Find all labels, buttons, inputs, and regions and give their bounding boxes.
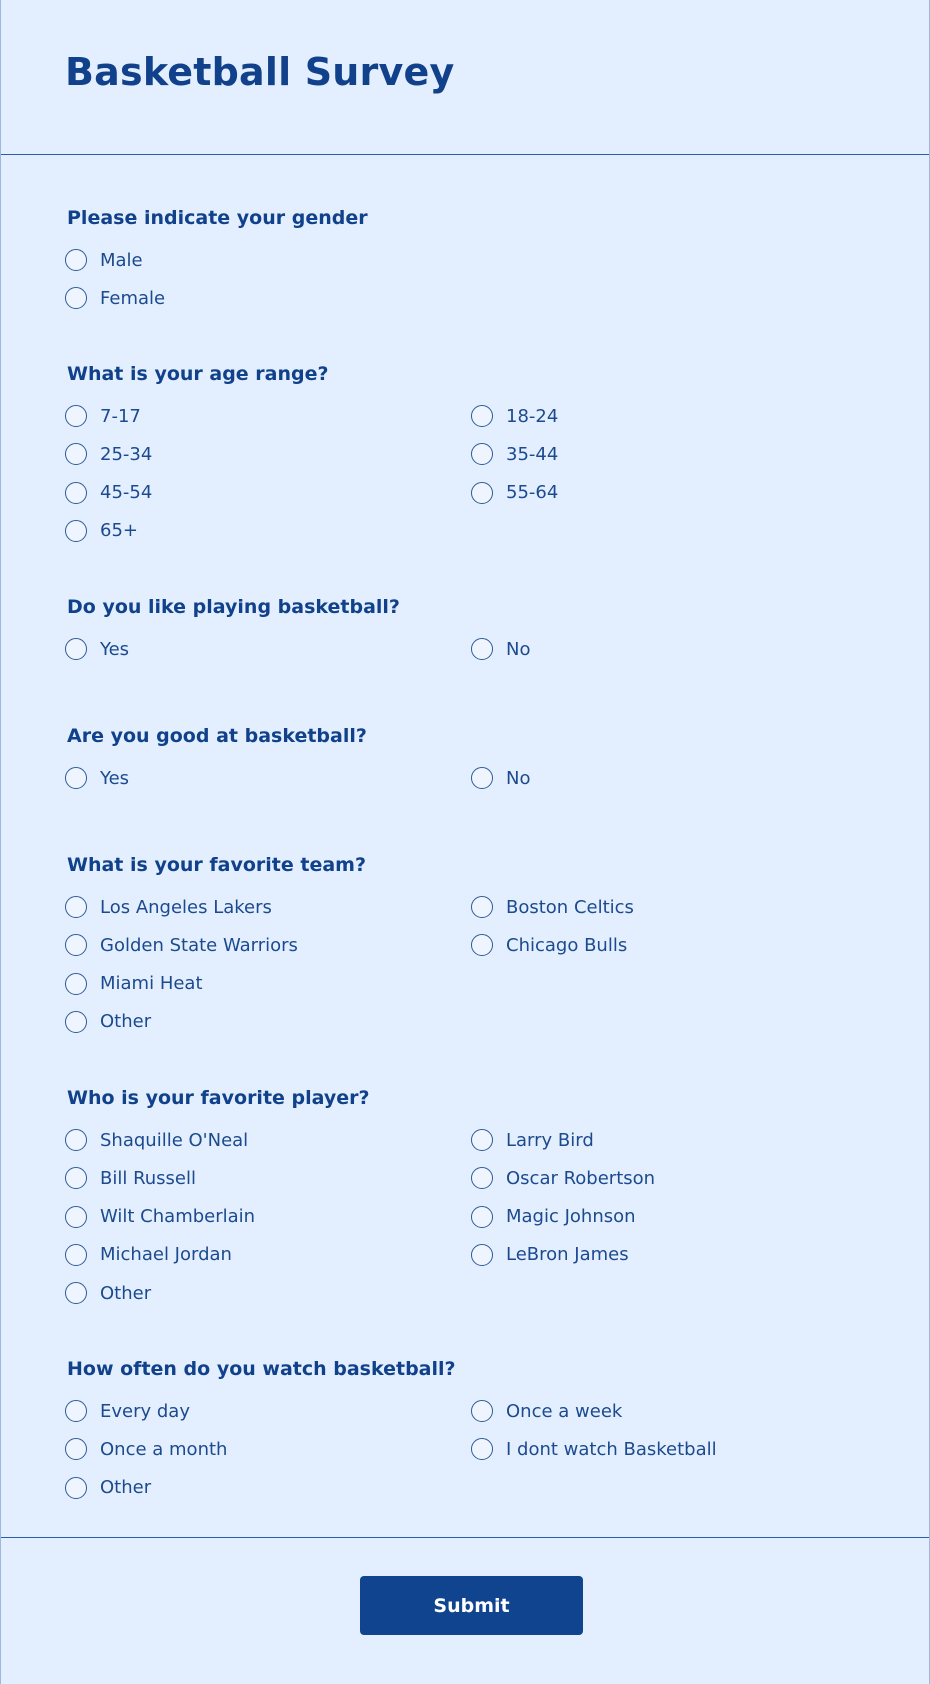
radio-button[interactable] [471, 896, 493, 918]
option-label: Yes [100, 767, 130, 789]
option-bill-russell[interactable] [67, 1159, 473, 1197]
radio-button[interactable] [471, 1400, 493, 1422]
option-yes[interactable] [67, 630, 473, 668]
radio-button[interactable] [65, 1400, 87, 1422]
option-label: Miami Heat [100, 973, 203, 995]
form-footer [1, 1537, 929, 1684]
question-title: Please indicate your gender [67, 207, 368, 229]
option-label: Once a week [506, 1400, 623, 1422]
option-label: Boston Celtics [506, 896, 634, 918]
radio-button[interactable] [471, 1244, 493, 1266]
option-miami-heat[interactable] [67, 965, 473, 1003]
option-los-angeles-lakers[interactable] [67, 888, 473, 926]
option-label: Every day [100, 1400, 190, 1422]
question-like-playing [67, 593, 887, 668]
option-age-18-24[interactable] [473, 397, 879, 435]
option-label: Los Angeles Lakers [100, 896, 272, 918]
option-label: I dont watch Basketball [506, 1438, 717, 1460]
question-title: What is your favorite team? [67, 854, 366, 876]
radio-button[interactable] [65, 443, 87, 465]
option-age-45-54[interactable] [67, 474, 473, 512]
option-label: 18-24 [506, 405, 559, 427]
question-age-range [67, 360, 887, 550]
question-title: Do you like playing basketball? [67, 596, 400, 618]
radio-button[interactable] [471, 405, 493, 427]
option-no[interactable] [473, 630, 879, 668]
option-boston-celtics[interactable] [473, 888, 879, 926]
option-chicago-bulls[interactable] [473, 926, 879, 964]
radio-button[interactable] [65, 934, 87, 956]
option-dont-watch[interactable] [473, 1430, 879, 1468]
option-group [67, 1392, 887, 1507]
option-label: Michael Jordan [100, 1244, 232, 1266]
option-label: 55-64 [506, 482, 559, 504]
option-shaquille-oneal[interactable] [67, 1121, 473, 1159]
radio-button[interactable] [65, 1011, 87, 1033]
option-label: Yes [100, 638, 130, 660]
radio-button[interactable] [471, 1167, 493, 1189]
option-wilt-chamberlain[interactable] [67, 1198, 473, 1236]
radio-button[interactable] [65, 249, 87, 271]
option-group [67, 241, 887, 318]
option-label: Larry Bird [506, 1129, 594, 1151]
option-label: Other [100, 1282, 152, 1304]
option-label: Chicago Bulls [506, 934, 628, 956]
form-title: Basketball Survey [65, 50, 455, 94]
question-title: How often do you watch basketball? [67, 1358, 456, 1380]
option-male[interactable] [67, 241, 473, 279]
option-label: Golden State Warriors [100, 934, 298, 956]
radio-button[interactable] [65, 1206, 87, 1228]
option-group [67, 397, 887, 550]
option-age-35-44[interactable] [473, 435, 879, 473]
question-favorite-team [67, 851, 887, 1041]
option-label: 45-54 [100, 482, 153, 504]
option-yes[interactable] [67, 759, 473, 797]
radio-button[interactable] [65, 1477, 87, 1499]
option-age-25-34[interactable] [67, 435, 473, 473]
option-group [67, 759, 887, 797]
radio-button[interactable] [471, 934, 493, 956]
option-label: 7-17 [100, 405, 141, 427]
radio-button[interactable] [471, 767, 493, 789]
option-michael-jordan[interactable] [67, 1236, 473, 1274]
question-title: What is your age range? [67, 363, 329, 385]
question-watch-frequency [67, 1355, 887, 1507]
option-label: Other [100, 1477, 152, 1499]
option-every-day[interactable] [67, 1392, 473, 1430]
option-label: Shaquille O'Neal [100, 1129, 249, 1151]
option-label: Male [100, 249, 143, 271]
question-gender [67, 204, 887, 318]
option-no[interactable] [473, 759, 879, 797]
option-label: Magic Johnson [506, 1206, 636, 1228]
radio-button[interactable] [471, 1129, 493, 1151]
option-oscar-robertson[interactable] [473, 1159, 879, 1197]
option-other[interactable] [67, 1003, 473, 1041]
option-larry-bird[interactable] [473, 1121, 879, 1159]
option-group [67, 888, 887, 1041]
radio-button[interactable] [471, 1206, 493, 1228]
radio-button[interactable] [65, 520, 87, 542]
radio-button[interactable] [65, 767, 87, 789]
radio-button[interactable] [471, 482, 493, 504]
option-group [67, 630, 887, 668]
radio-button[interactable] [65, 1244, 87, 1266]
submit-button[interactable]: Submit [360, 1576, 583, 1635]
radio-button[interactable] [65, 1129, 87, 1151]
option-label: No [506, 638, 531, 660]
option-group [67, 1121, 887, 1312]
option-age-55-64[interactable] [473, 474, 879, 512]
radio-button[interactable] [65, 1167, 87, 1189]
option-female[interactable] [67, 279, 473, 317]
option-other[interactable] [67, 1274, 473, 1312]
option-label: LeBron James [506, 1244, 629, 1266]
option-label: 25-34 [100, 443, 153, 465]
option-label: Other [100, 1011, 152, 1033]
option-lebron-james[interactable] [473, 1236, 879, 1274]
form-header [1, 0, 929, 155]
option-label: Female [100, 287, 166, 309]
radio-button[interactable] [65, 1282, 87, 1304]
question-good-at-basketball [67, 722, 887, 797]
question-favorite-player [67, 1084, 887, 1312]
option-golden-state-warriors[interactable] [67, 926, 473, 964]
option-age-7-17[interactable] [67, 397, 473, 435]
radio-button[interactable] [65, 1438, 87, 1460]
radio-button[interactable] [65, 896, 87, 918]
option-once-a-week[interactable] [473, 1392, 879, 1430]
option-label: Bill Russell [100, 1167, 197, 1189]
option-label: Once a month [100, 1438, 228, 1460]
option-age-65-plus[interactable] [67, 512, 473, 550]
radio-button[interactable] [65, 405, 87, 427]
option-label: No [506, 767, 531, 789]
option-magic-johnson[interactable] [473, 1198, 879, 1236]
question-title: Who is your favorite player? [67, 1087, 370, 1109]
option-label: Wilt Chamberlain [100, 1206, 256, 1228]
radio-button[interactable] [65, 973, 87, 995]
question-title: Are you good at basketball? [67, 725, 367, 747]
radio-button[interactable] [65, 638, 87, 660]
radio-button[interactable] [471, 1438, 493, 1460]
option-label: 65+ [100, 520, 138, 542]
radio-button[interactable] [65, 482, 87, 504]
radio-button[interactable] [65, 287, 87, 309]
option-other[interactable] [67, 1469, 473, 1507]
radio-button[interactable] [471, 638, 493, 660]
option-label: Oscar Robertson [506, 1167, 656, 1189]
radio-button[interactable] [471, 443, 493, 465]
option-label: 35-44 [506, 443, 559, 465]
option-once-a-month[interactable] [67, 1430, 473, 1468]
